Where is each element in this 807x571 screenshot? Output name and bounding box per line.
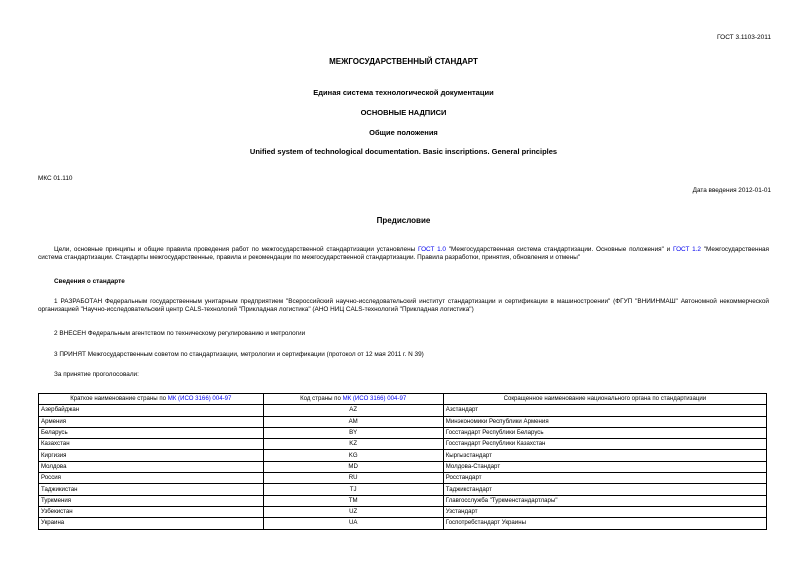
table-row xyxy=(39,439,767,450)
country-name: Россия xyxy=(39,473,264,484)
table-row xyxy=(39,416,767,427)
standards-body: Азстандарт xyxy=(443,405,766,416)
table-row xyxy=(39,473,767,484)
country-code: AZ xyxy=(263,405,443,416)
preface-heading: Предисловие xyxy=(376,216,431,225)
table-row xyxy=(39,427,767,438)
country-code: TJ xyxy=(263,484,443,495)
table-row xyxy=(39,461,767,472)
column-header-country-text: Краткое наименование страны по xyxy=(70,395,168,403)
country-code: KZ xyxy=(263,439,443,450)
introduction-date: Дата введения 2012-01-01 xyxy=(692,187,771,194)
subtitle: Общие положения xyxy=(369,128,438,137)
table-row xyxy=(39,405,767,416)
voted-label: За принятие проголосовали: xyxy=(54,371,139,378)
standard-type-title: МЕЖГОСУДАРСТВЕННЫЙ СТАНДАРТ xyxy=(329,57,478,66)
system-title: Единая система технологической документации xyxy=(313,88,494,97)
gost-1-0-link[interactable]: ГОСТ 1.0 xyxy=(417,246,446,253)
column-header-code xyxy=(263,394,443,405)
column-header-country xyxy=(39,394,264,405)
standards-body: Молдова-Стандарт xyxy=(443,461,766,472)
standards-body: Росстандарт xyxy=(443,473,766,484)
standards-body: Таджикстандарт xyxy=(443,484,766,495)
gost-1-2-link[interactable]: ГОСТ 1.2 xyxy=(672,246,701,253)
voting-countries-table xyxy=(38,393,767,530)
table-header-row xyxy=(39,394,767,405)
preface-text-3: "Межгосударственная система стандартизации. Стандарты межгосударственные, правила и рекомендации по межгосударственной стандартизации. Правила разработки, принятия, обновления и отмены" xyxy=(38,246,770,261)
country-name: Азербайджан xyxy=(39,405,264,416)
country-name: Молдова xyxy=(39,461,264,472)
column-header-body: Сокращенное наименование национального органа по стандартизации xyxy=(443,394,766,405)
item-adopted: 3 ПРИНЯТ Межгосударственным советом по стандартизации, метрологии и сертификации (протокол от 12 мая 2011 г. N 39) xyxy=(54,351,424,358)
document-code: ГОСТ 3.1103-2011 xyxy=(716,34,771,41)
country-code: UZ xyxy=(263,506,443,517)
country-name: Беларусь xyxy=(39,427,264,438)
main-title: ОСНОВНЫЕ НАДПИСИ xyxy=(360,108,447,117)
country-code: AM xyxy=(263,416,443,427)
preface-text-1: Цели, основные принципы и общие правила проведения работ по межгосударственной стандартизации установлены xyxy=(54,246,418,253)
standards-body: Госстандарт Республики Беларусь xyxy=(443,427,766,438)
country-name: Киргизия xyxy=(39,450,264,461)
preface-text-2: "Межгосударственная система стандартизации. Основные положения" и xyxy=(446,246,673,253)
item-developed: 1 РАЗРАБОТАН Федеральным государственным унитарным предприятием "Всероссийский научно-исследовательский институт стандартизации и сертификации в машиностроении" (ФГУП "ВНИИНМАШ" Автономной некоммерческой организацией "Научно-исследовательский центр CALS-технологий "Прикладная логистика" (АНО НИЦ CALS-технологий "Прикладная логистика") xyxy=(38,298,769,313)
country-name: Таджикистан xyxy=(39,484,264,495)
standards-body: Узстандарт xyxy=(443,506,766,517)
country-code: TM xyxy=(263,495,443,506)
country-name: Туркмения xyxy=(39,495,264,506)
table-row xyxy=(39,495,767,506)
table-row xyxy=(39,484,767,495)
preface-paragraph xyxy=(38,246,769,262)
info-heading: Сведения о стандарте xyxy=(54,278,125,285)
english-title: Unified system of technological documentation. Basic inscriptions. General principles xyxy=(249,147,558,156)
standards-body: Госстандарт Республики Казахстан xyxy=(443,439,766,450)
mk-iso-link[interactable]: МК (ИСО 3166) 004-97 xyxy=(342,395,407,403)
column-header-code-text: Код страны по xyxy=(300,395,343,403)
country-code: RU xyxy=(263,473,443,484)
mk-iso-link[interactable]: МК (ИСО 3166) 004-97 xyxy=(167,395,232,403)
item-submitted: 2 ВНЕСЕН Федеральным агентством по техническому регулированию и метрологии xyxy=(54,330,306,337)
country-name: Украина xyxy=(39,518,264,529)
standards-body: Кыргызстандарт xyxy=(443,450,766,461)
country-code: UA xyxy=(263,518,443,529)
table-row xyxy=(39,450,767,461)
table-row xyxy=(39,518,767,529)
country-code: BY xyxy=(263,427,443,438)
country-name: Узбекистан xyxy=(39,506,264,517)
country-name: Казахстан xyxy=(39,439,264,450)
table-row xyxy=(39,506,767,517)
country-code: MD xyxy=(263,461,443,472)
standards-body: Минэкономики Республики Армения xyxy=(443,416,766,427)
country-name: Армения xyxy=(39,416,264,427)
country-code: KG xyxy=(263,450,443,461)
standards-body: Главгосслужба "Туркменстандартлары" xyxy=(443,495,766,506)
standards-body: Госпотребстандарт Украины xyxy=(443,518,766,529)
mks-code: МКС 01.110 xyxy=(38,175,73,182)
